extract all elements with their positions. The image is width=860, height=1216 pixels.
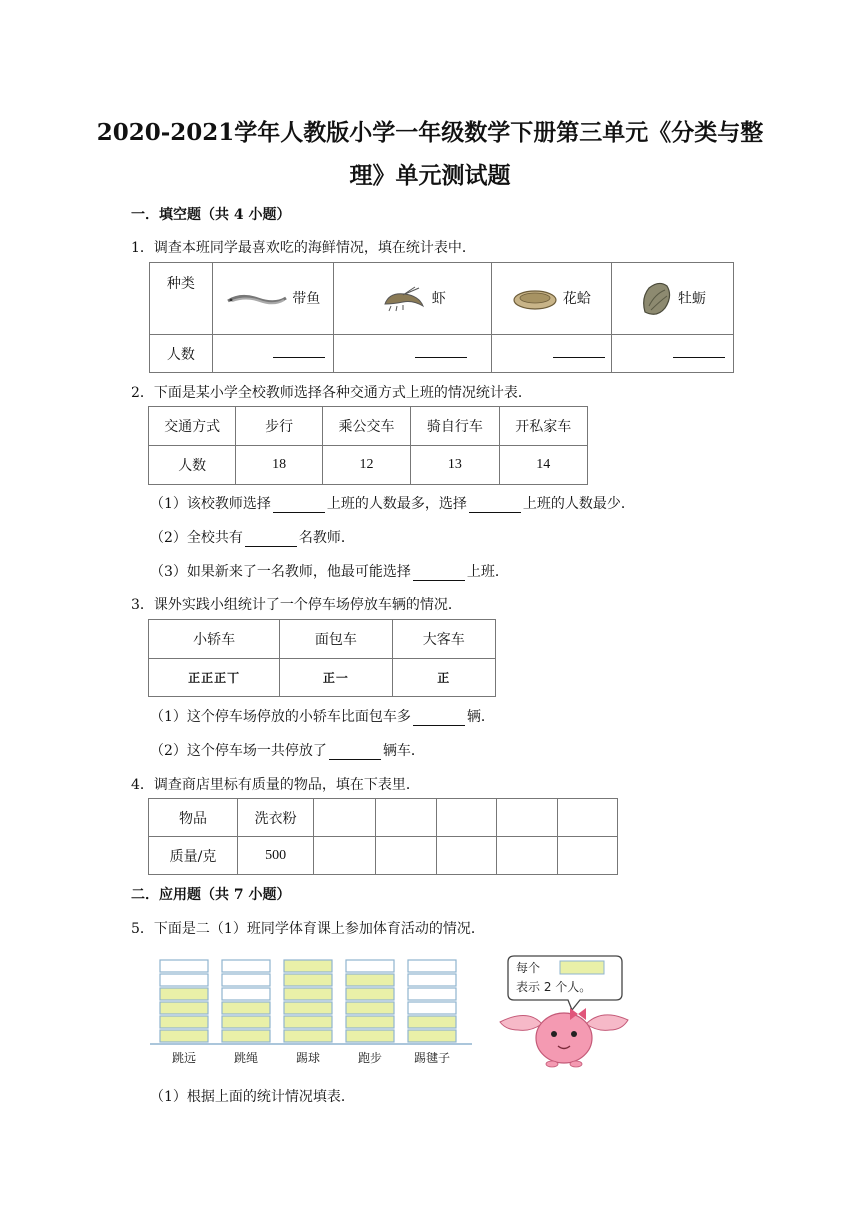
- category-label: 踢球: [295, 1051, 321, 1065]
- tally-van: 正一: [280, 659, 392, 697]
- pictograph-block-empty: [222, 960, 270, 972]
- pictograph-block-empty: [408, 974, 456, 986]
- pictograph-block-filled: [284, 1002, 332, 1014]
- answer-blank[interactable]: [329, 745, 381, 760]
- pictograph-block-filled: [346, 1016, 394, 1028]
- pictograph-block-filled: [346, 988, 394, 1000]
- pictograph-block-empty: [346, 960, 394, 972]
- header-sedan: 小轿车: [149, 620, 280, 659]
- header-bus: 乘公交车: [322, 407, 410, 446]
- bubble-line2: 表示 2 个人。: [516, 980, 592, 994]
- activity-pictograph: [150, 950, 634, 1070]
- pictograph-block-filled: [408, 1030, 456, 1042]
- question-2-text: 2．下面是某小学全校教师选择各种交通方式上班的情况统计表．: [131, 385, 532, 401]
- answer-blank[interactable]: [245, 532, 297, 547]
- pictograph-block-filled: [284, 1016, 332, 1028]
- value-walk: 18: [236, 446, 322, 485]
- pictograph-block-filled: [346, 1030, 394, 1042]
- parking-table: [148, 619, 496, 697]
- question-2-sub-2: （2）全校共有 名教师．: [150, 530, 355, 546]
- empty-cell[interactable]: [376, 837, 437, 875]
- section-heading-application: 二．应用题（共 7 小题）: [131, 887, 291, 903]
- question-3-sub-2: （2）这个停车场一共停放了 辆车．: [150, 743, 425, 759]
- question-1-text: 1．调查本班同学最喜欢吃的海鲜情况，填在统计表中．: [131, 240, 476, 256]
- cell-clam: [491, 263, 612, 335]
- row-label-item: 物品: [149, 799, 238, 837]
- page-title-line2: 理》单元测试题: [349, 162, 511, 189]
- empty-cell[interactable]: [314, 799, 376, 837]
- pictograph-block-filled: [284, 988, 332, 1000]
- pictograph-block-empty: [222, 988, 270, 1000]
- empty-cell[interactable]: [557, 837, 617, 875]
- pictograph-block-filled: [160, 988, 208, 1000]
- tally-bus: 正: [392, 659, 495, 697]
- shrimp-icon: [379, 286, 427, 312]
- pictograph-block-filled: [160, 1030, 208, 1042]
- value-detergent: 500: [238, 837, 314, 875]
- cell-ribbonfish: [212, 263, 334, 335]
- legend-block-swatch: [560, 961, 604, 974]
- answer-blank[interactable]: [413, 711, 465, 726]
- value-car: 14: [499, 446, 587, 485]
- category-label: 踢毽子: [413, 1051, 451, 1065]
- label-ribbonfish: 带鱼: [292, 291, 321, 307]
- header-car: 开私家车: [499, 407, 587, 446]
- label-shrimp: 虾: [431, 290, 446, 307]
- header-van: 面包车: [280, 620, 392, 659]
- label-oyster: 牡蛎: [677, 290, 706, 307]
- pictograph-block-filled: [284, 974, 332, 986]
- empty-cell[interactable]: [437, 799, 496, 837]
- empty-cell[interactable]: [557, 799, 617, 837]
- cell-oyster: [612, 263, 734, 335]
- pictograph-block-filled: [284, 960, 332, 972]
- empty-cell[interactable]: [437, 837, 496, 875]
- empty-cell[interactable]: [496, 799, 557, 837]
- label-clam: 花蛤: [562, 290, 591, 307]
- pictograph-block-empty: [408, 988, 456, 1000]
- pictograph-block-filled: [346, 974, 394, 986]
- question-3-sub-1: （1）这个停车场停放的小轿车比面包车多 辆．: [150, 709, 495, 725]
- question-3-text: 3．课外实践小组统计了一个停车场停放车辆的情况．: [131, 597, 462, 613]
- pictograph-block-empty: [408, 1002, 456, 1014]
- pictograph-block-filled: [222, 1030, 270, 1042]
- mascot-character-icon: [500, 1008, 628, 1067]
- weight-table: [148, 798, 618, 875]
- question-5-sub-1: （1）根据上面的统计情况填表．: [150, 1089, 355, 1105]
- header-walk: 步行: [236, 407, 322, 446]
- empty-cell[interactable]: [314, 837, 376, 875]
- pictograph-block-empty: [222, 974, 270, 986]
- pictograph-block-filled: [160, 1016, 208, 1028]
- row-label-kind: 种类: [150, 263, 213, 335]
- item-detergent: 洗衣粉: [238, 799, 314, 837]
- answer-blank[interactable]: [413, 566, 465, 581]
- pictograph-block-empty: [160, 974, 208, 986]
- pictograph-block-filled: [222, 1016, 270, 1028]
- answer-blank-oyster[interactable]: [612, 335, 734, 373]
- question-2-sub-1: （1）该校教师选择 上班的人数最多，选择 上班的人数最少．: [150, 496, 635, 512]
- transport-table: [148, 406, 588, 485]
- category-label: 跑步: [357, 1051, 383, 1065]
- question-2-sub-3: （3）如果新来了一名教师，他最可能选择 上班．: [150, 564, 509, 580]
- pictograph-block-filled: [160, 1002, 208, 1014]
- answer-blank-shrimp[interactable]: [334, 335, 491, 373]
- tally-sedan: 正正正丅: [149, 659, 280, 697]
- header-bike: 骑自行车: [411, 407, 499, 446]
- legend-bubble: [508, 956, 622, 1010]
- answer-blank[interactable]: [469, 498, 521, 513]
- empty-cell[interactable]: [376, 799, 437, 837]
- header-transport: 交通方式: [149, 407, 236, 446]
- question-5-text: 5．下面是二（1）班同学体育课上参加体育活动的情况．: [131, 921, 485, 937]
- section-heading-fill-blank: 一．填空题（共 4 小题）: [131, 207, 291, 223]
- answer-blank[interactable]: [273, 498, 325, 513]
- row-label-count: 人数: [150, 335, 213, 373]
- seafood-table: [149, 262, 734, 373]
- header-bus: 大客车: [392, 620, 495, 659]
- oyster-icon: [639, 280, 673, 318]
- category-label: 跳远: [171, 1051, 197, 1065]
- pictograph-block-filled: [408, 1016, 456, 1028]
- row-label-count: 人数: [149, 446, 236, 485]
- clam-icon: [512, 287, 558, 311]
- bubble-line1: 每个: [516, 961, 541, 975]
- pictograph-block-filled: [284, 1030, 332, 1042]
- pictograph-block-filled: [346, 1002, 394, 1014]
- cell-shrimp: [334, 263, 491, 335]
- value-bike: 13: [411, 446, 499, 485]
- pictograph-block-empty: [160, 960, 208, 972]
- value-bus: 12: [322, 446, 410, 485]
- answer-blank-clam[interactable]: [491, 335, 612, 373]
- question-4-text: 4．调查商店里标有质量的物品，填在下表里．: [131, 777, 420, 793]
- row-label-weight: 质量/克: [149, 837, 238, 875]
- answer-blank-ribbonfish[interactable]: [212, 335, 334, 373]
- page-title-line1: 2020-2021学年人教版小学一年级数学下册第三单元《分类与整: [96, 119, 764, 146]
- empty-cell[interactable]: [496, 837, 557, 875]
- ribbonfish-icon: [226, 289, 288, 309]
- pictograph-block-empty: [408, 960, 456, 972]
- pictograph-labels: [172, 1050, 450, 1065]
- pictograph-bars: [160, 960, 456, 1042]
- category-label: 跳绳: [233, 1051, 259, 1065]
- pictograph-block-filled: [222, 1002, 270, 1014]
